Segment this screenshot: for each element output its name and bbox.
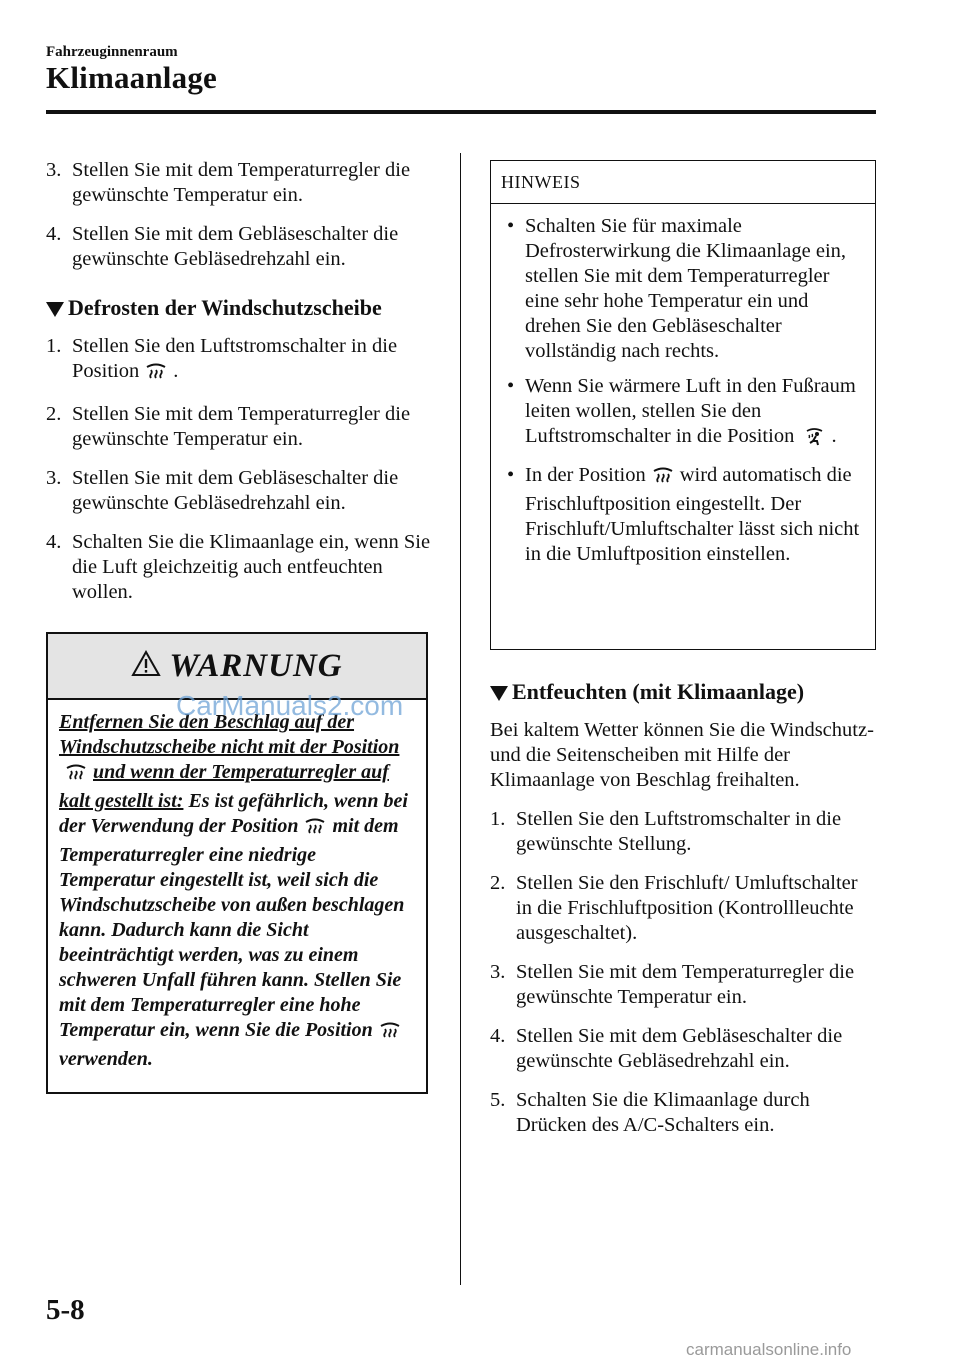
windshield-defrost-icon [145,361,167,388]
section-heading-defrost: Defrosten der Windschutzscheibe [46,294,436,322]
list-item: 1. Stellen Sie den Luftstromschalter in die gewünschte Stellung. [490,808,842,855]
note-title: HINWEIS [491,161,875,204]
warning-triangle-icon [131,650,161,682]
list-item: 4. Stellen Sie mit dem Gebläseschalter die gewünschte Gebläsedrehzahl ein. [490,1025,843,1072]
warning-text: Entfernen Sie den Beschlag auf der Windschutzscheibe nicht mit der Positionund wenn der Temperaturregler auf kalt gestellt ist: Es ist gefährlich, wenn bei der Verwendung der Position mit dem Temperaturregler eine niedrige Temperatur eingestellt ist, weil sich die Windschutzscheibe von außen beschlagen kann. Dadurch kann die Sicht beeinträchtigt werden, was zu einem schweren Unfall führen kann. Stellen Sie mit dem Temperaturregler eine hohe Temperatur ein, wenn Sie die Positionverwenden. [59,711,408,1070]
windshield-defrost-icon [65,762,87,789]
footer-watermark: carmanualsonline.info [686,1340,852,1359]
column-divider [460,153,461,1285]
triangle-bullet-icon [490,686,508,701]
windshield-defrost-icon [652,465,674,492]
intro-paragraph: Bei kaltem Wetter können Sie die Windschutz- und die Seitenscheiben mit Hilfe der Klimaanlage von Beschlag freihalten. [490,719,874,791]
list-item: 4. Schalten Sie die Klimaanlage ein, wenn Sie die Luft gleichzeitig auch entfeuchten wollen. [46,531,431,603]
section-label: Fahrzeuginnenraum [46,44,178,60]
page-number: 5-8 [46,1294,85,1326]
watermark: CarManuals2.com [176,690,404,721]
windshield-defrost-icon [304,816,326,843]
note-list [491,204,875,567]
floor-defrost-icon [805,426,825,453]
triangle-bullet-icon [46,302,64,317]
list-item: 2. Stellen Sie mit dem Temperaturregler die gewünschte Temperatur ein. [46,403,411,450]
list-item: • In der Position wird automatisch die Frischluftposition eingestellt. Der Frischluft/Umluftschalter lässt sich nicht in die Umluftposition einstellen. [507,464,860,565]
left-column [46,158,436,619]
list-item: 5. Schalten Sie die Klimaanlage durch Drücken des A/C-Schalters ein. [490,1089,810,1136]
list-item: 1. Stellen Sie den Luftstromschalter in die Position . [46,334,436,388]
list-item: 3. Stellen Sie mit dem Gebläseschalter die gewünschte Gebläsedrehzahl ein. [46,467,399,514]
bullet-icon: • [507,215,515,237]
list-item: 2. Stellen Sie den Frischluft/ Umluftschalter in die Frischluftposition (Kontrollleuchte ausgeschaltet). [490,872,858,944]
right-column [490,656,876,1152]
header-rule [46,110,876,114]
bullet-icon: • [507,464,515,486]
windshield-defrost-icon [379,1020,401,1047]
list-item: • Wenn Sie wärmere Luft in den Fußraum leiten wollen, stellen Sie den Luftstromschalter in die Position . [501,374,867,453]
section-heading-dehumidify: Entfeuchten (mit Klimaanlage) [490,678,876,706]
list-item: 3. Stellen Sie mit dem Temperaturregler die gewünschte Temperatur ein. [46,159,411,206]
list-item: • Schalten Sie für maximale Defrosterwirkung die Klimaanlage ein, stellen Sie mit dem Temperaturregler eine sehr hohe Temperatur ein und drehen Sie den Gebläseschalter vollständig nach rechts. [507,215,847,362]
page-title: Klimaanlage [46,60,217,95]
note-box [490,160,876,650]
list-item: 4. Stellen Sie mit dem Gebläseschalter die gewünschte Gebläsedrehzahl ein. [46,223,399,270]
warning-title: WARNUNG [169,647,343,684]
bullet-icon: • [507,375,515,397]
list-item: 3. Stellen Sie mit dem Temperaturregler die gewünschte Temperatur ein. [490,961,855,1008]
